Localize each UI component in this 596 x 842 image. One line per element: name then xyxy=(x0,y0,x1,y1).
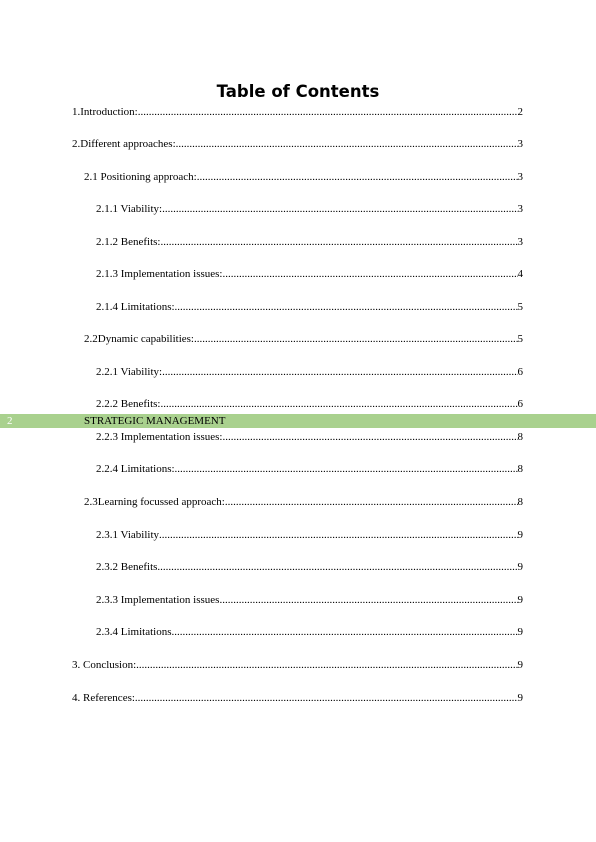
dot-leader xyxy=(162,365,517,379)
toc-entry-2-2-3-implementation-issues[interactable] xyxy=(96,430,523,444)
dot-leader xyxy=(162,202,517,216)
toc-entry-page: 9 xyxy=(517,529,523,541)
dot-leader xyxy=(225,495,518,509)
dot-leader xyxy=(222,267,517,281)
toc-entry-2-1-2-benefits[interactable] xyxy=(96,235,523,249)
toc-entry-2-1-3-implementation-issues[interactable] xyxy=(96,267,523,281)
dot-leader xyxy=(197,170,518,184)
toc-entry-conclusion[interactable] xyxy=(72,658,523,672)
toc-entry-label: 2.1 Positioning approach: xyxy=(84,171,197,183)
dot-leader xyxy=(219,593,517,607)
toc-entry-label: 2.1.3 Implementation issues: xyxy=(96,268,223,280)
toc-entry-label: 2.Different approaches: xyxy=(72,138,176,150)
dot-leader xyxy=(194,332,518,346)
toc-title: Table of Contents xyxy=(216,82,380,101)
toc-entry-positioning-approach[interactable] xyxy=(84,170,523,184)
toc-entry-label: 4. References: xyxy=(72,692,135,704)
toc-entry-different-approaches[interactable] xyxy=(72,137,523,151)
toc-entry-dynamic-capabilities[interactable] xyxy=(84,332,523,346)
dot-leader xyxy=(135,691,518,705)
toc-entry-label: 2.3.2 Benefits xyxy=(96,561,158,573)
toc-entry-learning-focussed-approach[interactable] xyxy=(84,495,523,509)
toc-entry-label: 2.3Learning focussed approach: xyxy=(84,496,225,508)
toc-entry-page: 4 xyxy=(517,268,523,280)
header-running-title: STRATEGIC MANAGEMENT xyxy=(84,415,226,427)
toc-entry-label: 2.2.3 Implementation issues: xyxy=(96,431,223,443)
toc-entry-label: 2.3.3 Implementation issues xyxy=(96,594,220,606)
toc-entry-page: 5 xyxy=(517,301,523,313)
toc-entry-page: 3 xyxy=(517,203,523,215)
toc-entry-label: 2.2Dynamic capabilities: xyxy=(84,333,194,345)
dot-leader xyxy=(160,235,517,249)
toc-entry-page: 3 xyxy=(517,138,523,150)
toc-entry-label: 1.Introduction: xyxy=(72,106,138,118)
toc-entry-label: 3. Conclusion: xyxy=(72,659,137,671)
toc-entry-page: 3 xyxy=(517,236,523,248)
dot-leader xyxy=(175,462,518,476)
toc-entry-page: 9 xyxy=(517,692,523,704)
dot-leader xyxy=(222,430,517,444)
dot-leader xyxy=(136,658,517,672)
dot-leader xyxy=(175,300,518,314)
toc-entry-page: 8 xyxy=(517,463,523,475)
toc-entry-2-3-1-viability[interactable] xyxy=(96,528,523,542)
toc-entry-page: 8 xyxy=(517,496,523,508)
toc-entry-label: 2.2.4 Limitations: xyxy=(96,463,175,475)
toc-entry-label: 2.3.4 Limitations xyxy=(96,626,172,638)
header-page-number: 2 xyxy=(7,415,13,427)
dot-leader xyxy=(138,105,518,119)
toc-entry-page: 9 xyxy=(517,626,523,638)
dot-leader xyxy=(159,528,518,542)
running-header xyxy=(0,414,596,428)
toc-entry-page: 9 xyxy=(517,659,523,671)
toc-entry-label: 2.1.1 Viability: xyxy=(96,203,163,215)
toc-entry-2-2-2-benefits[interactable] xyxy=(96,397,523,411)
toc-entry-page: 5 xyxy=(517,333,523,345)
toc-entry-page: 8 xyxy=(517,431,523,443)
toc-entry-2-3-2-benefits[interactable] xyxy=(96,560,523,574)
toc-entry-page: 9 xyxy=(517,561,523,573)
toc-entry-label: 2.3.1 Viability xyxy=(96,529,159,541)
toc-entry-2-1-1-viability[interactable] xyxy=(96,202,523,216)
toc-entry-references[interactable] xyxy=(72,691,523,705)
toc-entry-label: 2.2.2 Benefits: xyxy=(96,398,161,410)
toc-entry-2-1-4-limitations[interactable] xyxy=(96,300,523,314)
dot-leader xyxy=(157,560,517,574)
toc-entry-page: 3 xyxy=(517,171,523,183)
dot-leader xyxy=(160,397,517,411)
toc-entry-page: 2 xyxy=(517,106,523,118)
toc-entry-2-3-3-implementation-issues[interactable] xyxy=(96,593,523,607)
toc-entry-page: 9 xyxy=(517,594,523,606)
toc-entry-label: 2.1.4 Limitations: xyxy=(96,301,175,313)
dot-leader xyxy=(176,137,518,151)
toc-entry-label: 2.2.1 Viability: xyxy=(96,366,163,378)
toc-entry-label: 2.1.2 Benefits: xyxy=(96,236,161,248)
toc-entry-2-2-4-limitations[interactable] xyxy=(96,462,523,476)
toc-entry-page: 6 xyxy=(517,398,523,410)
toc-entry-2-3-4-limitations[interactable] xyxy=(96,625,523,639)
toc-entry-2-2-1-viability[interactable] xyxy=(96,365,523,379)
toc-entry-introduction[interactable] xyxy=(72,105,523,119)
toc-entry-page: 6 xyxy=(517,366,523,378)
dot-leader xyxy=(171,625,517,639)
